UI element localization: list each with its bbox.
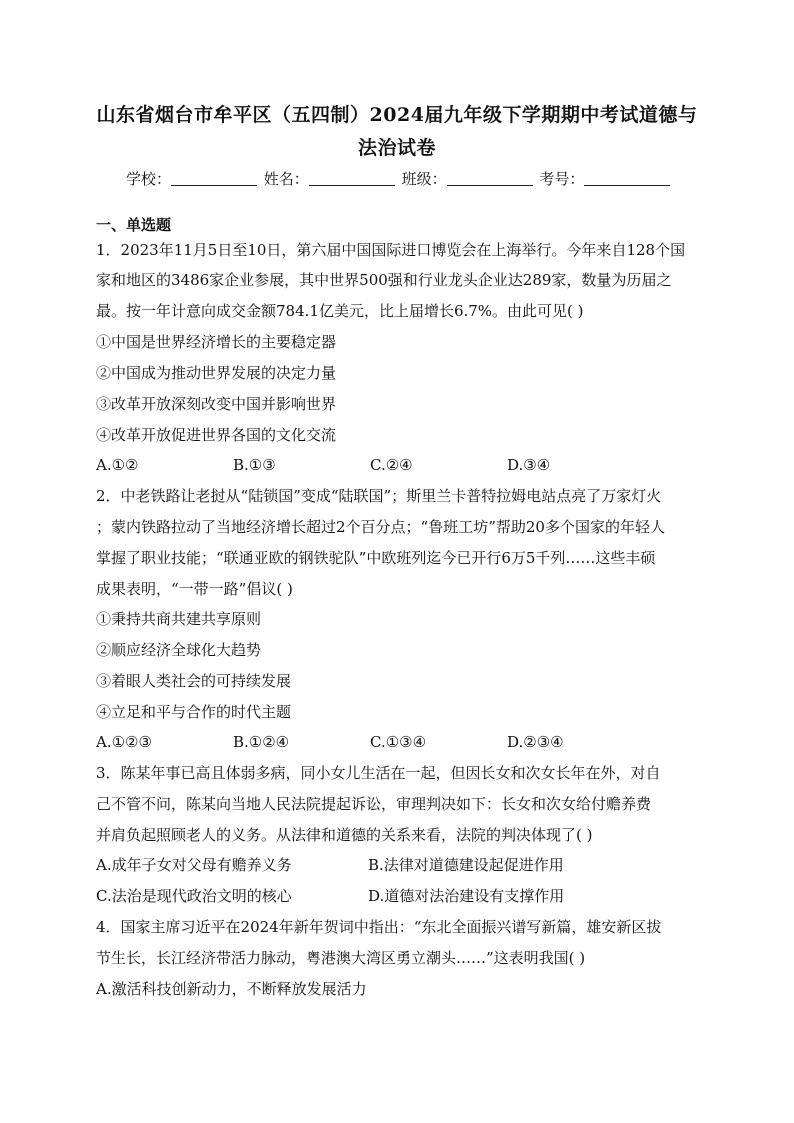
exam-number-label: 考号： [539,170,585,188]
q3-option-c[interactable]: C.法治是现代政治文明的核心 [96,887,292,905]
q2-item: ③着眼人类社会的可持续发展 [96,672,292,690]
q4-option-a[interactable]: A.激活科技创新动力，不断释放发展活力 [96,980,367,998]
q1-stem-line: 最。按一年计意向成交金额784.1亿美元，比上届增长6.7%。由此可见( ) [96,302,584,320]
q1-option-b[interactable]: B.①③ [233,456,276,474]
q2-item: ④立足和平与合作的时代主题 [96,703,292,721]
q1-option-c[interactable]: C.②④ [370,456,413,474]
q3-options-row2 [96,885,704,907]
exam-title-line1: 山东省烟台市牟平区（五四制）2024届九年级下学期期中考试道德与 [96,104,698,126]
name-blank[interactable] [309,169,395,186]
q2-options [96,731,704,753]
q1-item: ①中国是世界经济增长的主要稳定器 [96,333,337,351]
q3-options-row1 [96,854,704,876]
q2-option-c[interactable]: C.①③④ [370,733,427,751]
q3-option-d[interactable]: D.道德对法治建设有支撑作用 [368,887,565,905]
q1-option-a[interactable]: A.①② [96,456,139,474]
q2-stem-line: 成果表明，“一带一路”倡议( ) [96,580,293,598]
q2-stem-line: 2．中老铁路让老挝从“陆锁国”变成“陆联国”；斯里兰卡普特拉姆电站点亮了万家灯火 [96,487,662,505]
q3-stem-line: 己不管不问，陈某向当地人民法院提起诉讼，审理判决如下：长女和次女给付赡养费 [96,795,652,813]
class-blank[interactable] [447,169,533,186]
q1-item: ②中国成为推动世界发展的决定力量 [96,364,337,382]
student-info-row [126,168,686,190]
q1-stem-line: 家和地区的3486家企业参展，其中世界500强和行业龙头企业达289家，数量为历届之 [96,271,672,289]
q1-item: ③改革开放深刻改变中国并影响世界 [96,395,337,413]
school-label: 学校： [126,170,172,188]
q3-stem-line: 3．陈某年事已高且体弱多病，同小女儿生活在一起，但因长女和次女长年在外，对自 [96,764,661,782]
q3-option-b[interactable]: B.法律对道德建设起促进作用 [368,856,564,874]
name-label: 姓名： [263,170,309,188]
q2-item: ①秉持共商共建共享原则 [96,610,262,628]
q1-options [96,454,704,476]
q4-stem-line: 4．国家主席习近平在2024年新年贺词中指出：“东北全面振兴谱写新篇，雄安新区拔 [96,918,662,936]
q2-stem-line: 掌握了职业技能；“联通亚欧的钢铁驼队”中欧班列迄今已开行6万5千列……这些丰硕 [96,549,656,567]
section-heading: 一、单选题 [96,216,172,234]
q1-stem-line: 1．2023年11月5日至10日，第六届中国国际进口博览会在上海举行。今年来自128个国 [96,241,686,259]
q3-option-a[interactable]: A.成年子女对父母有赡养义务 [96,856,292,874]
q3-stem-line: 并肩负起照顾老人的义务。从法律和道德的关系来看，法院的判决体现了( ) [96,826,593,844]
q2-item: ②顺应经济全球化大趋势 [96,641,262,659]
class-label: 班级： [401,170,447,188]
exam-number-blank[interactable] [584,169,670,186]
q1-option-d[interactable]: D.③④ [507,456,551,474]
q1-item: ④改革开放促进世界各国的文化交流 [96,426,337,444]
exam-title-line2: 法治试卷 [357,137,436,159]
q2-option-d[interactable]: D.②③④ [507,733,564,751]
q4-stem-line: 节生长，长江经济带活力脉动，粤港澳大湾区勇立潮头……”这表明我国( ) [96,949,586,967]
q2-option-b[interactable]: B.①②④ [233,733,290,751]
q4-options [96,978,704,1000]
school-blank[interactable] [171,169,257,186]
q2-option-a[interactable]: A.①②③ [96,733,152,751]
q2-stem-line: ；蒙内铁路拉动了当地经济增长超过2个百分点；“鲁班工坊”帮助20多个国家的年轻人 [96,518,665,536]
